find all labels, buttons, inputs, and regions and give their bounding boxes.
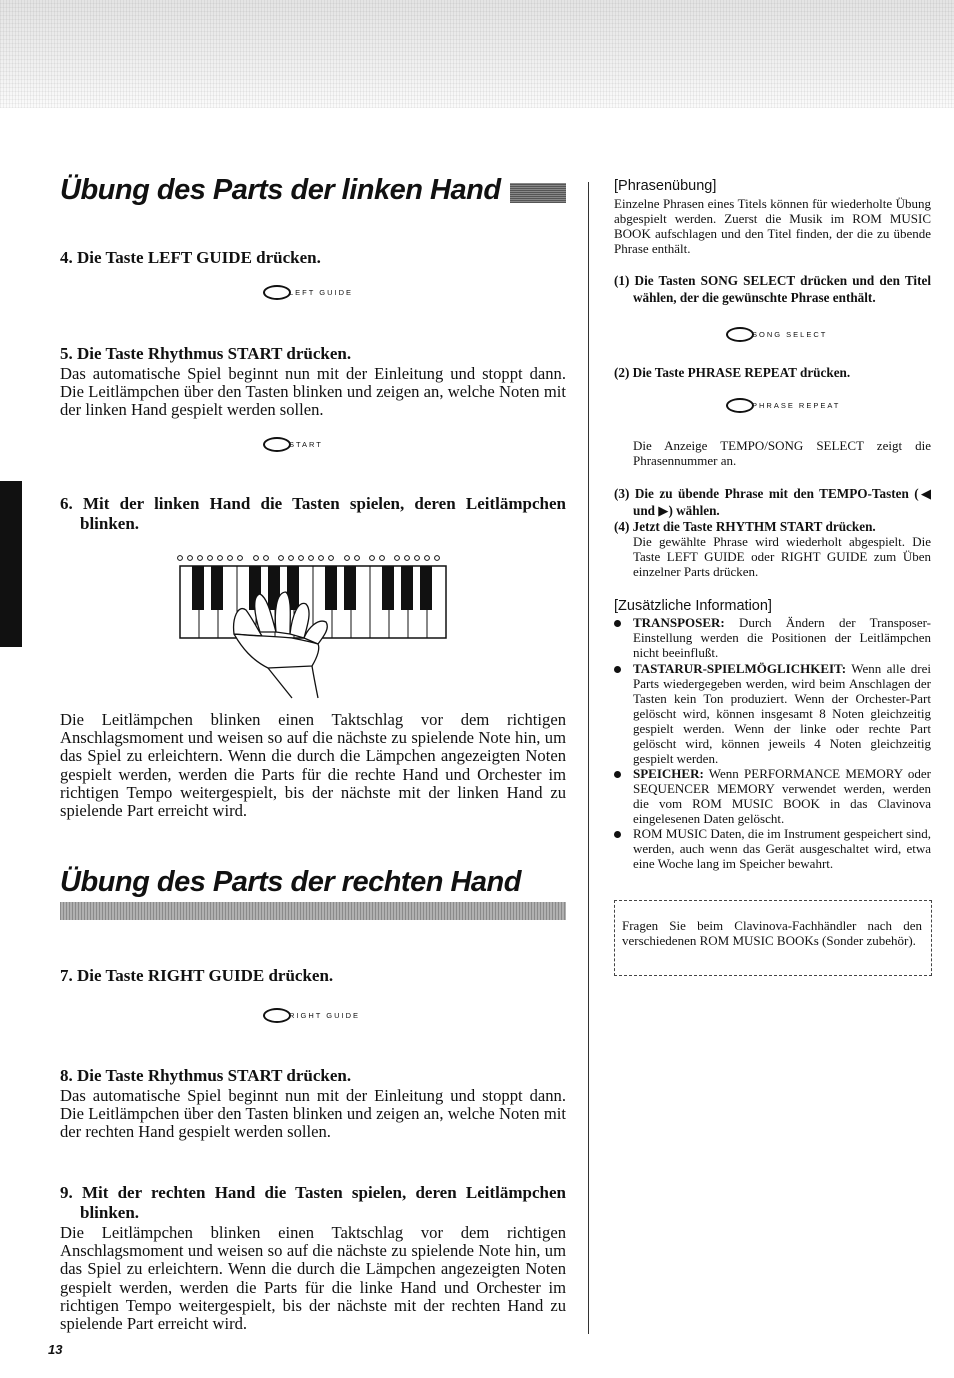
heading-bar-right-hand [60,902,566,920]
info-transposer-text: Durch Ändern der Transposer-Einstellung werden die Positionen der Leitlämpchen nicht beeinflußt. [633,615,931,660]
info-rom-data: ROM MUSIC Daten, die im Instrument gespeichert sind, werden, auch wenn das Gerät ausgeschaltet wird, etwa eine Woche lang im Speicher bewahrt. [633,826,931,871]
phrase-step-2: (2) Die Taste PHRASE REPEAT drücken. [614,365,851,380]
left-guide-button-illustration [263,285,353,300]
info-keyboard-label: TASTARUR-SPIELMÖGLICHKEIT: [633,661,847,676]
heading-left-hand: Übung des Parts der linken Hand [60,174,501,206]
info-transposer-label: TRANSPOSER: [633,615,725,630]
note-text: Fragen Sie beim Clavinova-Fachhändler nach den verschiedenen ROM MUSIC BOOKs (Sonder zubehör). [622,918,922,948]
info-transposer [633,615,931,660]
bullet-icon [614,771,621,778]
phrase-step-2-text: Die Anzeige TEMPO/SONG SELECT zeigt die Phrasennummer an. [633,438,931,468]
start-button-illustration [263,437,323,452]
step-4-title: 4. Die Taste LEFT GUIDE drücken. [60,248,321,267]
button-label: LEFT GUIDE [289,288,354,297]
info-keyboard-text: Wenn alle drei Parts wiedergegeben werden, wird beim Anschlagen der Tasten kein Ton produziert. Wenn der Orchester-Part gelöscht wird, können insgesamt 8 Noten gleichzeitig gespielt werden. Wenn der linke oder rechte Part gelöscht wird, können jeweils 4 Noten gleichzeitig gespielt werden. [633,661,931,766]
button-label: PHRASE REPEAT [752,401,841,410]
button-oval-icon [263,1008,291,1023]
step-6-title: 6. Mit der linken Hand die Tasten spielen, deren Leitlämpchen blinken. [60,494,566,533]
bullet-icon [614,666,621,673]
phrase-step-3: (3) Die zu übende Phrase mit den TEMPO-Tasten (◀ und ▶) wählen. [614,486,931,518]
info-memory-text: Wenn PERFORMANCE MEMORY oder SEQUENCER MEMORY verwendet werden, werden die vom ROM MUSIC BOOK in das Clavinova eingelesenen Daten gelöscht. [633,766,931,826]
step-9-title: 9. Mit der rechten Hand die Tasten spielen, deren Leitlämpchen blinken. [60,1183,566,1222]
side-tab-marker [0,481,22,647]
bullet-icon [614,831,621,838]
button-label: SONG SELECT [752,330,828,339]
info-memory-label: SPEICHER: [633,766,704,781]
step-5-title: 5. Die Taste Rhythmus START drücken. [60,344,352,363]
right-guide-button-illustration [263,1008,360,1023]
top-gray-band [0,0,954,108]
column-divider [588,182,589,1334]
info-heading: [Zusätzliche Information] [614,598,772,614]
button-label: START [289,440,323,449]
info-keyboard [633,661,931,766]
page-number: 13 [48,1342,63,1357]
phrase-step-4: (4) Jetzt die Taste RHYTHM START drücken. [614,519,876,534]
info-memory [633,766,931,826]
phrase-step-4-text: Die gewählte Phrase wird wiederholt abgespielt. Die Taste LEFT GUIDE oder RIGHT GUIDE zum Üben einzelner Parts drücken. [633,534,931,579]
step-6-text: Die Leitlämpchen blinken einen Taktschlag vor dem richtigen Anschlagsmoment und weisen so auf die nächste zu spielende Note hin, um das Spiel zu erleichtern. Wenn die durch die Lämpchen angezeigten Noten gespielt werden, werden die Parts für die rechte Hand und Orchester im richtigen Tempo weitergespielt, bis der nächste mit der linken Hand zu spielende Part erreicht wird. [60,710,566,821]
phrase-heading: [Phrasenübung] [614,178,717,194]
phrase-repeat-button-illustration [726,398,840,413]
button-oval-icon [263,285,291,300]
step-7-title: 7. Die Taste RIGHT GUIDE drücken. [60,966,334,985]
heading-right-hand: Übung des Parts der rechten Hand [60,866,521,898]
step-9-text: Die Leitlämpchen blinken einen Taktschlag vor dem richtigen Anschlagsmoment und weisen so auf die nächste zu spielende Note hin, um das Spiel zu erleichtern. Wenn die durch die Lämpchen angezeigten Noten gespielt werden, werden die Parts für die linke Hand und Orchester im richtigen Tempo weitergespielt, bis der nächste mit der rechten Hand zu spielende Part erreicht wird. [60,1223,566,1334]
step-5-text: Das automatische Spiel beginnt nun mit der Einleitung und stoppt dann. Die Leitlämpchen über den Tasten blinken und zeigen an, welche Noten mit der linken Hand gespielt werden sollen. [60,364,566,420]
keyboard-with-hand-icon [172,548,452,706]
button-oval-icon [263,437,291,452]
song-select-button-illustration [726,327,827,342]
step-8-title: 8. Die Taste Rhythmus START drücken. [60,1066,352,1085]
button-oval-icon [726,327,754,342]
button-oval-icon [726,398,754,413]
phrase-step-1: (1) Die Tasten SONG SELECT drücken und den Titel wählen, der die gewünschte Phrase enthält. [614,273,931,305]
step-8-text: Das automatische Spiel beginnt nun mit der Einleitung und stoppt dann. Die Leitlämpchen über den Tasten blinken und zeigen an, welche Noten mit der rechten Hand gespielt werden sollen. [60,1086,566,1142]
keyboard-hand-illustration [172,548,452,706]
heading-bar-left-hand [510,183,566,203]
bullet-icon [614,620,621,627]
phrase-intro: Einzelne Phrasen eines Titels können für wiederholte Übung abgespielt werden. Zuerst die Musik im ROM MUSIC BOOK aufschlagen und den Titel finden, der die zu übende Phrase enthält. [614,196,931,256]
button-label: RIGHT GUIDE [289,1011,361,1020]
